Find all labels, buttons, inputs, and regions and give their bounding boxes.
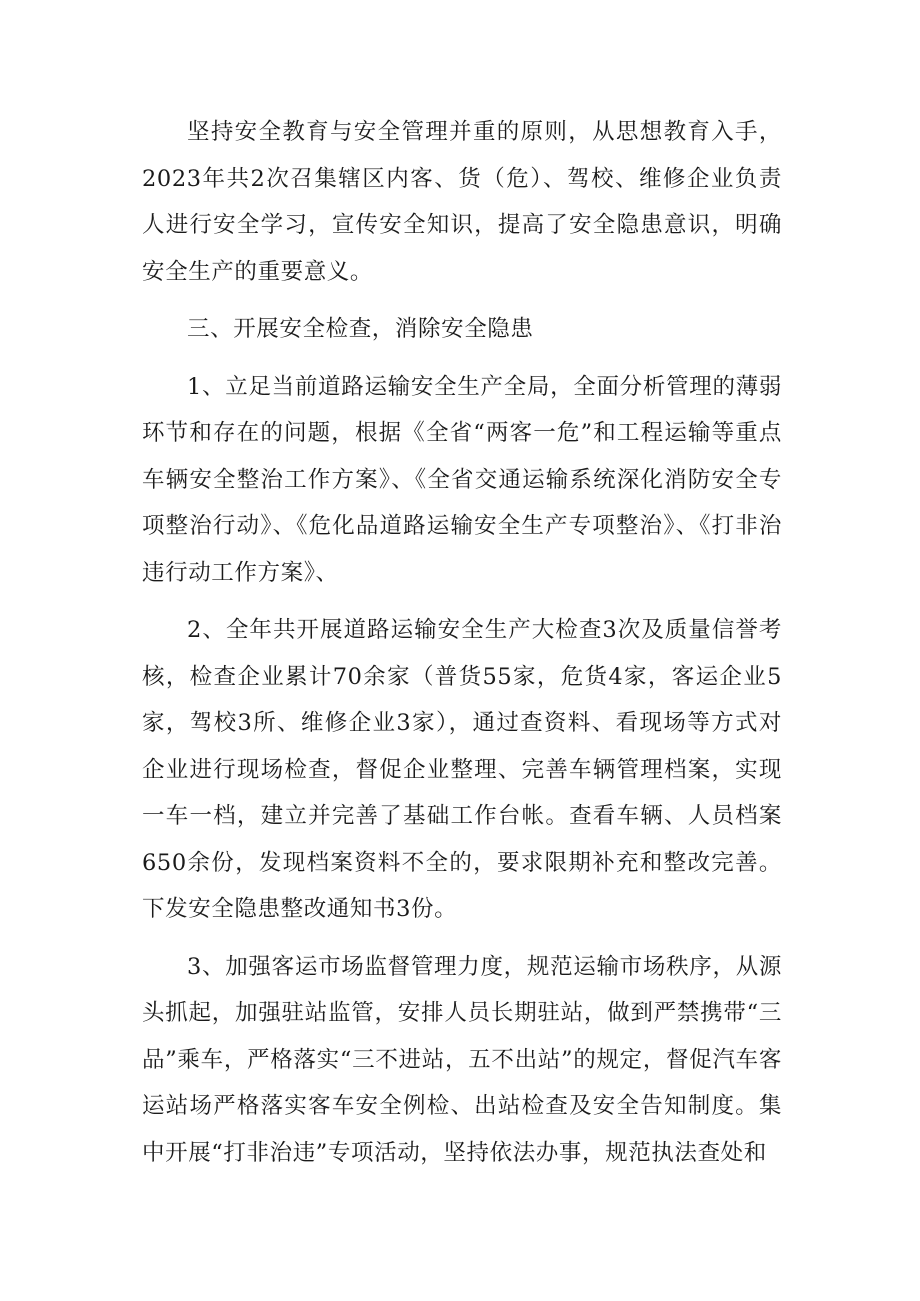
section-heading-safety-inspection: 三、开展安全检查，消除安全隐患 xyxy=(187,316,534,342)
paragraph-safety-education: 坚持安全教育与安全管理并重的原则，从思想教育入手，2023年共2次召集辖区内客、货（危）、驾校、维修企业负责人进行安全学习，宣传安全知识，提高了安全隐患意识，明确安全生产的重要意义。 xyxy=(142,119,782,285)
paragraph-item-1: 1、立足当前道路运输安全生产全局，全面分析管理的薄弱环节和存在的问题，根据《全省“两客一危”和工程运输等重点车辆安全整治工作方案》、《全省交通运输系统深化消防安全专项整治行动》、《危化品道路运输安全生产专项整治》、《打非治违行动工作方案》、 xyxy=(142,373,782,586)
document-body xyxy=(142,109,782,1176)
paragraph-item-3: 3、加强客运市场监督管理力度，规范运输市场秩序，从源头抓起，加强驻站监管，安排人员长期驻站，做到严禁携带“三品”乘车，严格落实“三不进站，五不出站”的规定，督促汽车客运站场严格落实客车安全例检、出站检查及安全告知制度。集中开展“打非治违”专项活动，坚持依法办事，规范执法查处和 xyxy=(142,953,782,1166)
paragraph-item-2: 2、全年共开展道路运输安全生产大检查3次及质量信誉考核，检查企业累计70余家（普货55家，危货4家，客运企业5家，驾校3所、维修企业3家），通过查资料、看现场等方式对企业进行现场检查，督促企业整理、完善车辆管理档案，实现一车一档，建立并完善了基础工作台帐。查看车辆、人员档案650余份，发现档案资料不全的，要求限期补充和整改完善。下发安全隐患整改通知书3份。 xyxy=(142,617,782,922)
